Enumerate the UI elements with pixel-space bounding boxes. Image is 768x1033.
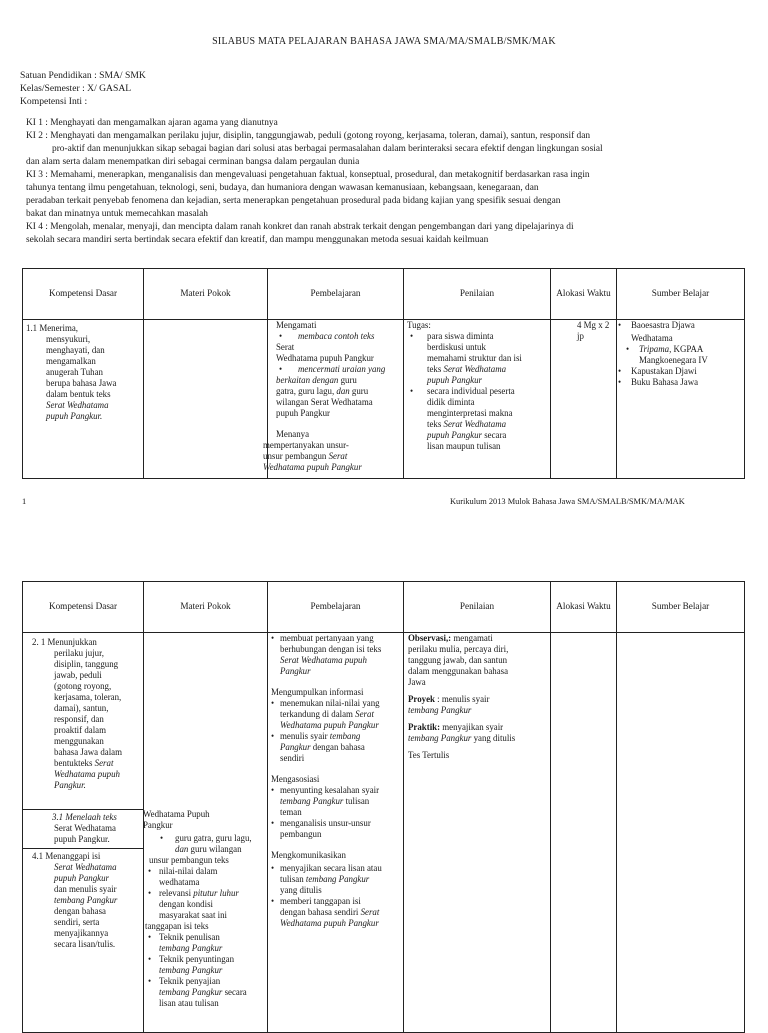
materi-text: tembang Pangkur <box>159 987 223 997</box>
sumber-belajar-cell <box>617 320 745 479</box>
step-menanya: Menanya <box>276 429 310 439</box>
materi-pokok-cell-empty <box>144 320 268 479</box>
pembelajaran-text: berhubungan dengan isi teks <box>280 644 382 654</box>
materi-text: unsur pembangun teks <box>149 855 229 865</box>
materi-text: Wedhatama Pupuh <box>143 809 210 819</box>
sumber-item: KGPAA <box>673 344 704 354</box>
header-sumber-belajar: Sumber Belajar <box>617 582 745 633</box>
pembelajaran-text: gatra, guru lagu, <box>276 386 335 396</box>
pembelajaran-text: Wedhatama pupuh Pangkur <box>263 462 362 472</box>
penilaian-proyek-label: Proyek <box>408 694 435 704</box>
materi-text: Pangkur <box>143 820 173 830</box>
kd-text: dan menulis syair <box>54 884 117 894</box>
pembelajaran-text: terkandung di dalam <box>280 709 353 719</box>
penilaian-text: para siswa diminta <box>427 331 494 341</box>
pembelajaran-text: Serat <box>360 907 380 917</box>
kd-text: bentukteks <box>54 758 93 768</box>
penilaian-text: secara individual peserta <box>427 386 515 396</box>
pembelajaran-text: dan <box>336 386 350 396</box>
kd-text: disiplin, tanggung <box>54 659 119 669</box>
kd-1-1-cell <box>23 320 144 479</box>
penilaian-text: menyajikan syair <box>442 722 504 732</box>
pembelajaran-text: Pangkur <box>280 666 311 676</box>
pembelajaran-text: yang ditulis <box>280 885 322 895</box>
pembelajaran-text: tembang <box>329 731 361 741</box>
kd-text: 2. 1 Menunjukkan <box>32 637 97 647</box>
pembelajaran-text: teman <box>280 807 302 817</box>
pembelajaran-text: dengan bahasa sendiri <box>280 907 359 917</box>
penilaian-cell <box>404 633 551 1033</box>
pembelajaran-text: menemukan nilai-nilai yang <box>280 698 380 708</box>
penilaian-text: teks <box>427 364 442 374</box>
kd-text: Wedhatama pupuh <box>54 769 120 779</box>
header-kompetensi-dasar: Kompetensi Dasar <box>23 269 144 320</box>
pembelajaran-text: sendiri <box>280 753 305 763</box>
kd-text: proaktif dalam <box>54 725 106 735</box>
pembelajaran-text: mencermati uraian yang <box>298 364 386 374</box>
materi-text: tembang Pangkur <box>159 943 223 953</box>
penilaian-text: Serat Wedhatama <box>443 419 507 429</box>
header-pembelajaran: Pembelajaran <box>268 582 404 633</box>
ki-3-line-4: bakat dan minatnya untuk memecahkan masalah <box>26 209 208 219</box>
pembelajaran-text: menyajikan secara lisan atau <box>280 863 382 873</box>
sumber-item: Kapustakan Djawi <box>631 366 697 376</box>
penilaian-cell <box>404 320 551 479</box>
materi-text: Teknik penyuntingan <box>159 954 235 964</box>
materi-text: masyarakat saat ini <box>159 910 228 920</box>
kd-text: kerjasama, toleran, <box>54 692 122 702</box>
header-sumber-belajar: Sumber Belajar <box>617 269 745 320</box>
penilaian-text: yang ditulis <box>473 733 516 743</box>
materi-text: lisan atau tulisan <box>159 998 219 1008</box>
kd-text: tembang Pangkur <box>54 895 118 905</box>
pembelajaran-text: tulisan <box>280 874 304 884</box>
penilaian-text: berdiskusi untuk <box>427 342 486 352</box>
kd-text: menyajikannya <box>54 928 109 938</box>
page-number: 1 <box>22 497 27 506</box>
pembelajaran-text: guru <box>340 375 357 385</box>
kd-text: Serat <box>94 758 114 768</box>
kd-text: Serat Wedhatama <box>54 862 117 872</box>
materi-text: pitutur luhur <box>193 888 239 898</box>
pembelajaran-text: berkaitan dengan <box>276 375 339 385</box>
materi-text: guru wilangan <box>190 844 242 854</box>
pembelajaran-text: tembang Pangkur <box>280 796 344 806</box>
step-mengkomunikasikan: Mengkomunikasikan <box>271 850 346 860</box>
kd-text: pupuh Pangkur <box>54 873 109 883</box>
materi-text: relevansi <box>159 888 192 898</box>
pembelajaran-text: Serat Wedhatama pupuh <box>280 655 367 665</box>
pembelajaran-text: membuat pertanyaan yang <box>280 633 374 643</box>
header-alokasi-waktu: Alokasi Waktu <box>551 269 617 320</box>
pembelajaran-text: Wedhatama pupuh Pangkur <box>280 918 379 928</box>
header-materi-pokok: Materi Pokok <box>144 582 268 633</box>
kd-text: menggunakan <box>54 736 104 746</box>
kd-text: berupa bahasa Jawa <box>46 378 117 388</box>
kd-text: damai), santun, <box>54 703 109 713</box>
materi-text: Teknik penulisan <box>159 932 220 942</box>
kd-text: mengamalkan <box>46 356 96 366</box>
penilaian-tugas-label: Tugas: <box>407 320 431 330</box>
materi-text: dan <box>175 844 189 854</box>
materi-text: Teknik penyajian <box>159 976 221 986</box>
footer-curriculum-text: Kurikulum 2013 Mulok Bahasa Jawa SMA/SMALB/SMK/MA/MAK <box>450 497 685 506</box>
pembelajaran-text: tulisan <box>345 796 370 806</box>
materi-text: dengan kondisi <box>159 899 213 909</box>
pembelajaran-text: guru <box>351 386 369 396</box>
pembelajaran-text: wilangan Serat Wedhatama <box>276 397 373 407</box>
kd-text: responsif, dan <box>54 714 104 724</box>
alokasi-cell-empty <box>551 633 617 1033</box>
penilaian-text: perilaku mulia, percaya diri, <box>408 644 509 654</box>
penilaian-text: tembang Pangkur <box>408 733 472 743</box>
ki-3-line-2: tahunya tentang ilmu pengetahuan, teknologi, seni, budaya, dan humaniora dengan wawasan kemanusiaan, kebangsaan, kenegaraan, dan <box>26 183 539 193</box>
kd-text: dalam bentuk teks <box>46 389 111 399</box>
penilaian-text: mengamati <box>453 633 493 643</box>
pembelajaran-text: Wedhatama pupuh Pangkur <box>276 353 374 363</box>
header-penilaian: Penilaian <box>404 269 551 320</box>
pembelajaran-text: memberi tanggapan isi <box>280 896 361 906</box>
header-kompetensi-dasar: Kompetensi Dasar <box>23 582 144 633</box>
penilaian-text: lisan maupun tulisan <box>427 441 501 451</box>
pembelajaran-text: menyunting kesalahan syair <box>280 785 380 795</box>
sumber-item: Buku Bahasa Jawa <box>631 377 699 387</box>
kd-text: 3.1 Menelaah teks <box>52 812 117 822</box>
pembelajaran-cell <box>268 633 404 1033</box>
kd-text: Serat Wedhatama <box>54 823 116 833</box>
kd-text: 1.1 Menerima, <box>26 323 79 333</box>
pembelajaran-text: menganalisis unsur-unsur <box>280 818 371 828</box>
kd-text: perilaku jujur, <box>54 648 104 658</box>
penilaian-text: pupuh Pangkur <box>427 430 482 440</box>
materi-pokok-cell <box>144 633 268 1033</box>
alokasi-waktu-value: 4 Mg x 2 jp <box>577 320 610 341</box>
penilaian-text: pupuh Pangkur <box>427 375 482 385</box>
ki-3-line-3: peradaban terkait penyebab fenomena dan kejadian, serta menerapkan pengetahuan prosedural pada bidang kajian yang spesifik sesuai dengan <box>26 196 561 206</box>
ki-2-line-1: KI 2 : Menghayati dan mengamalkan perilaku jujur, disiplin, tanggungjawab, peduli (gotong royong, kerjasama, toleran, damai), santun, responsif dan <box>26 131 591 141</box>
header-alokasi-waktu: Alokasi Waktu <box>551 582 617 633</box>
penilaian-praktik-label: Praktik: <box>408 722 441 732</box>
kd-text: dengan bahasa <box>54 906 106 916</box>
sumber-item: Wedhatama <box>631 333 673 343</box>
sumber-item: Baoesastra Djawa <box>631 320 695 330</box>
kd-cell-group <box>23 633 144 1033</box>
ki-1: KI 1 : Menghayati dan mengamalkan ajaran agama yang dianutnya <box>26 118 278 128</box>
pembelajaran-text: dengan bahasa <box>312 742 365 752</box>
pembelajaran-text: membaca contoh teks <box>298 331 375 341</box>
kd-text: secara lisan/tulis. <box>54 939 116 949</box>
pembelajaran-text: pupuh Pangkur <box>276 408 330 418</box>
kd-text: Pangkur. <box>54 780 86 790</box>
ki-2-line-2: pro-aktif dan menunjukkan sikap sebagai bagian dari solusi atas berbagai permasalahan dalam berinteraksi secara efektif dengan lingkungan sosial <box>52 144 603 154</box>
kd-text: bahasa Jawa dalam <box>54 747 123 757</box>
pembelajaran-text: Wedhatama pupuh Pangkur <box>280 720 379 730</box>
header-penilaian: Penilaian <box>404 582 551 633</box>
pembelajaran-text: Serat <box>328 451 348 461</box>
ki-4-line-1: KI 4 : Mengolah, menalar, menyaji, dan mencipta dalam ranah konkret dan ranah abstrak terkait dengan pengembangan dari yang dipelajarinya di <box>26 222 574 232</box>
penilaian-text: tembang Pangkur <box>408 705 472 715</box>
penilaian-text: : menulis syair <box>437 694 490 704</box>
penilaian-text: dalam menggunakan bahasa <box>408 666 509 676</box>
penilaian-tes-tertulis: Tes Tertulis <box>408 750 450 760</box>
materi-text: secara <box>224 987 247 997</box>
pembelajaran-text: Serat <box>276 342 295 352</box>
kd-text: menghayati, dan <box>46 345 105 355</box>
kd-divider-3-1 <box>23 809 143 810</box>
kd-text: pupuh Pangkur. <box>54 834 110 844</box>
penilaian-observasi-label: Observasi,: <box>408 633 452 643</box>
sumber-item: Tripama, <box>639 344 672 354</box>
penilaian-text: didik diminta <box>427 397 475 407</box>
step-mengasosiasi: Mengasosiasi <box>271 774 320 784</box>
penilaian-text: menginterpretasi makna <box>427 408 513 418</box>
pembelajaran-text: tembang Pangkur <box>305 874 370 884</box>
step-mengamati: Mengamati <box>276 320 317 330</box>
syllabus-table-1 <box>22 268 745 479</box>
penilaian-text: Jawa <box>408 677 426 687</box>
pembelajaran-cell <box>263 320 404 479</box>
penilaian-text: teks <box>427 419 442 429</box>
kd-text: mensyukuri, <box>46 334 91 344</box>
penilaian-text: tanggung jawab, dan santun <box>408 655 508 665</box>
kompetensi-inti-label: Kompetensi Inti : <box>20 96 88 107</box>
ki-4-line-2: sekolah secara mandiri serta bertindak secara efektif dan kreatif, dan mampu menggunakan metoda sesuai kaidah keilmuan <box>26 235 489 245</box>
kd-text: (gotong royong, <box>54 681 112 691</box>
kd-text: sendiri, serta <box>54 917 100 927</box>
ki-3-line-1: KI 3 : Memahami, menerapkan, menganalisis dan mengevaluasi pengetahuan faktual, konseptual, prosedural, dan metakognitif berdasarkan rasa ingin <box>26 170 590 180</box>
kelas-semester: Kelas/Semester : X/ GASAL <box>20 83 132 94</box>
penilaian-text: memahami struktur dan isi <box>427 353 522 363</box>
step-mengumpulkan-informasi: Mengumpulkan informasi <box>271 687 364 697</box>
pembelajaran-text: menulis syair <box>280 731 328 741</box>
kd-text: Serat Wedhatama <box>46 400 109 410</box>
document-title: SILABUS MATA PELAJARAN BAHASA JAWA SMA/MA/SMALB/SMK/MAK <box>212 36 556 47</box>
sumber-item: Mangkoenegara IV <box>639 355 708 365</box>
materi-text: wedhatama <box>159 877 200 887</box>
kd-text: 4.1 Menanggapi isi <box>32 851 101 861</box>
penilaian-text: Serat Wedhatama <box>443 364 507 374</box>
pembelajaran-text: Serat <box>355 709 374 719</box>
header-materi-pokok: Materi Pokok <box>144 269 268 320</box>
pembelajaran-text: unsur pembangun <box>263 451 327 461</box>
materi-text: tembang Pangkur <box>159 965 223 975</box>
kd-text: jawab, peduli <box>54 670 102 680</box>
kd-text: anugerah Tuhan <box>46 367 103 377</box>
kd-divider-4-1 <box>23 848 143 849</box>
materi-text: tanggapan isi teks <box>145 921 209 931</box>
header-pembelajaran: Pembelajaran <box>268 269 404 320</box>
alokasi-cell <box>551 320 617 479</box>
materi-text: nilai-nilai dalam <box>159 866 218 876</box>
penilaian-text: secara <box>484 430 507 440</box>
ki-2-line-3: dan alam serta dalam menempatkan diri sebagai cerminan bangsa dalam pergaulan dunia <box>26 157 360 167</box>
materi-text: guru gatra, guru lagu, <box>175 833 252 843</box>
kd-text: pupuh Pangkur. <box>46 411 103 421</box>
sumber-belajar-cell-empty <box>617 633 745 1033</box>
pembelajaran-text: Pangkur <box>280 742 311 752</box>
pembelajaran-text: mempertanyakan unsur- <box>263 440 349 450</box>
pembelajaran-text: pembangun <box>280 829 322 839</box>
satuan-pendidikan: Satuan Pendidikan : SMA/ SMK <box>20 70 146 81</box>
syllabus-table-2 <box>22 581 745 1033</box>
